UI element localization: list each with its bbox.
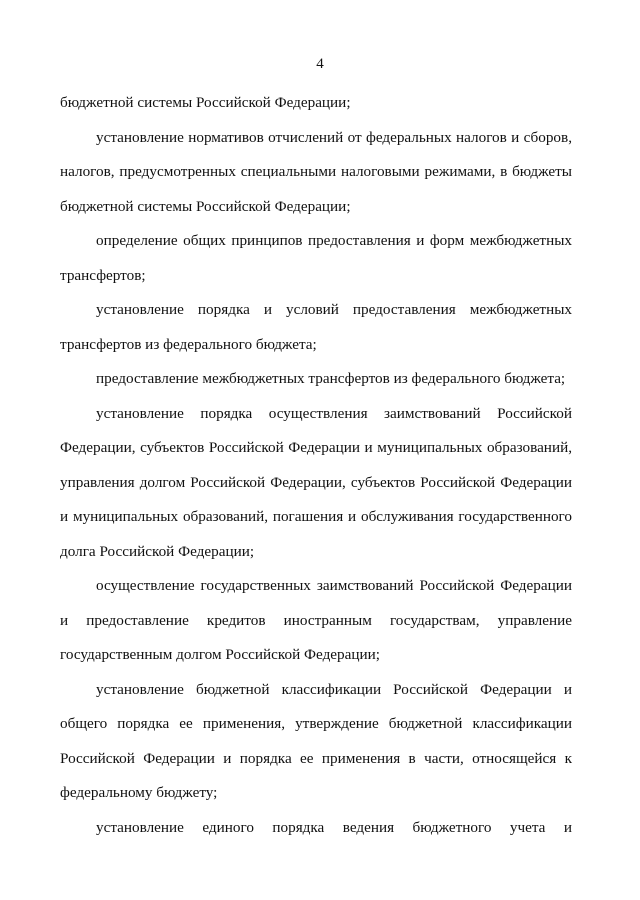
paragraph-continuation: бюджетной системы Российской Федерации;	[60, 94, 351, 111]
paragraph-transfer-provision: предоставление межбюджетных трансфертов из федерального бюджета;	[96, 370, 566, 387]
document-body	[60, 86, 572, 845]
paragraph-transfer-conditions: установление порядка и условий предоставления межбюджетных трансфертов из федерального бюджета;	[60, 301, 572, 353]
paragraph-transfer-principles: определение общих принципов предоставления и форм межбюджетных трансфертов;	[60, 232, 572, 284]
paragraph-budget-classification: установление бюджетной классификации Российской Федерации и общего порядка ее применения, утверждение бюджетной классификации Российской Федерации и порядка ее применения в части, относящейся к федеральному бюджету;	[60, 680, 572, 801]
paragraph-state-borrowing: осуществление государственных заимствований Российской Федерации и предоставление кредитов иностранным государствам, управление государственным долгом Российской Федерации;	[60, 577, 572, 663]
page-number: 4	[316, 56, 324, 72]
paragraph-accounting-order: установление единого порядка ведения бюджетного учета и	[96, 818, 572, 836]
paragraph-tax-standards: установление нормативов отчислений от федеральных налогов и сборов, налогов, предусмотренных специальными налоговыми режимами, в бюджеты бюджетной системы Российской Федерации;	[60, 128, 572, 215]
paragraph-borrowing-order: установление порядка осуществления заимствований Российской Федерации, субъектов Российской Федерации и муниципальных образований, управления долгом Российской Федерации, субъектов Российской Федерации и муниципальных образований, погашения и обслуживания государственного долга Российской Федерации;	[60, 404, 572, 560]
